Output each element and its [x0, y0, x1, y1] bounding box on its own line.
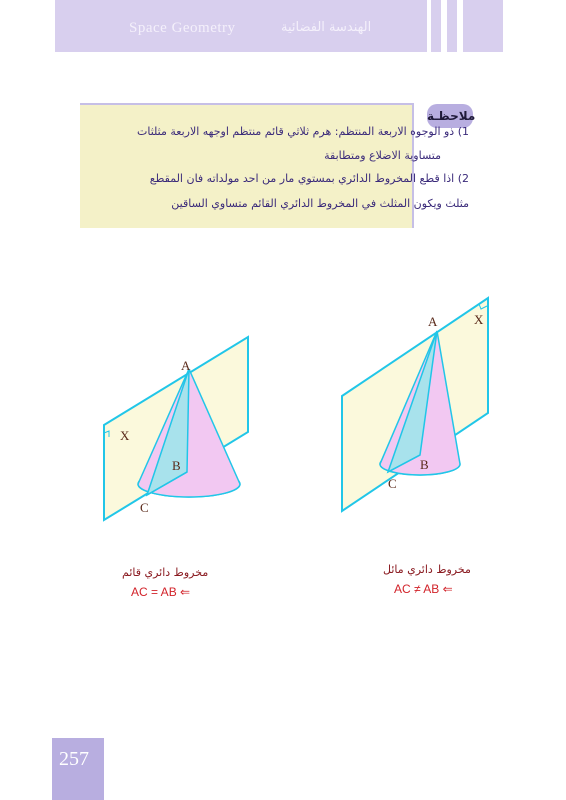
label-x: X — [474, 312, 484, 327]
chapter-title-en: Space Geometry — [129, 20, 236, 36]
note-line: 1) ذو الوجوه الاربعة المنتظم: هرم ثلاثي قائم منتظم اوجهه الاربعة مثلثات — [137, 125, 469, 138]
right-cone-caption: مخروط دائري قائم — [122, 566, 209, 579]
note-line: مثلث ويكون المثلث في المخروط الدائري القائم متساوي الساقين — [171, 197, 469, 210]
label-b: B — [420, 457, 429, 472]
right-cone-figure — [104, 337, 248, 520]
label-a: A — [181, 358, 191, 373]
note-line: 2) اذا قطع المخروط الدائري بمستوي مار من احد مولداته فان المقطع — [149, 172, 469, 185]
chapter-title-ar: الهندسة الفضائية — [281, 20, 372, 35]
oblique-cone-figure — [342, 298, 488, 511]
note-badge: ملاحظـة — [427, 104, 473, 128]
label-x: X — [120, 428, 130, 443]
right-cone-relation: AC = AB ⇐ — [131, 585, 191, 599]
label-a: A — [428, 314, 438, 329]
label-c: C — [388, 476, 397, 491]
oblique-cone-caption: مخروط دائري مائل — [383, 563, 471, 576]
note-line: متساوية الاضلاع ومتطابقة — [324, 149, 441, 162]
label-c: C — [140, 500, 149, 515]
page-number: 257 — [59, 748, 89, 770]
oblique-cone-relation: AC ≠ AB ⇐ — [394, 582, 453, 596]
label-b: B — [172, 458, 181, 473]
page-number-tab — [52, 738, 104, 800]
